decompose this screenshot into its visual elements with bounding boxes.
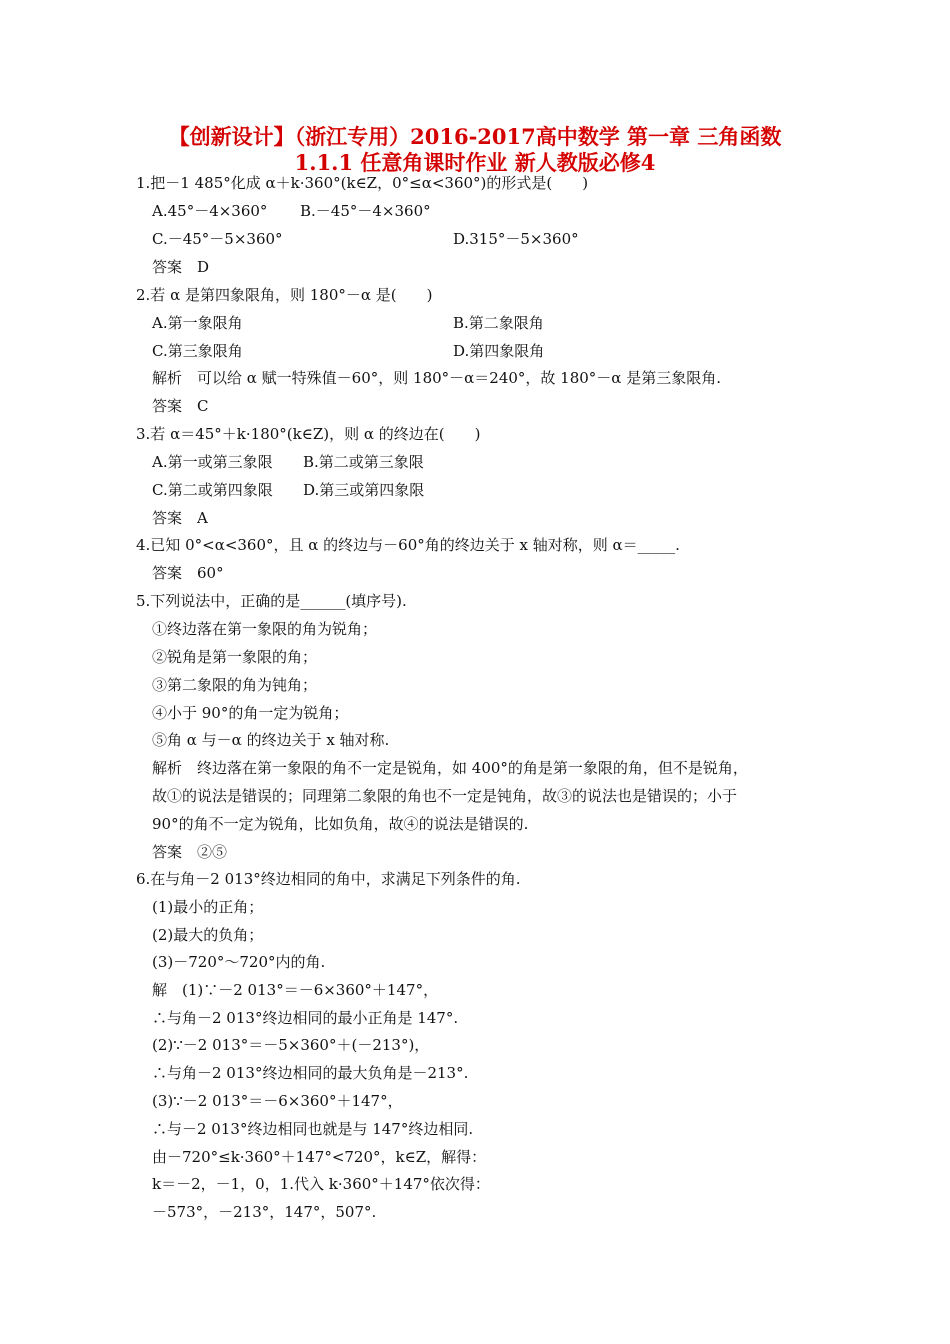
q2-analysis: 解析 可以给 α 赋一特殊值－60°，则 180°－α＝240°，故 180°－α 是第三象限角. <box>152 369 721 387</box>
q1-option-b: B.－45°－4×360° <box>300 202 431 220</box>
q6-solution-line-4: ∴与角－2 013°终边相同的最大负角是－213°. <box>152 1064 469 1082</box>
q3-stem: 3.若 α＝45°＋k·180°(k∈Z)，则 α 的终边在( ) <box>136 425 481 443</box>
q5-analysis-line-1: 解析 终边落在第一象限的角不一定是锐角，如 400°的角是第一象限的角，但不是锐角， <box>152 759 748 777</box>
q6-solution-line-5: (3)∵－2 013°＝－6×360°＋147°， <box>152 1092 403 1110</box>
q5-stem: 5.下列说法中，正确的是______(填序号). <box>136 592 407 610</box>
q1-answer: 答案 D <box>152 258 210 276</box>
q6-solution-line-1: 解 (1)∵－2 013°＝－6×360°＋147°， <box>152 981 439 999</box>
q4-stem: 4.已知 0°<α<360°，且 α 的终边与－60°角的终边关于 x 轴对称，则 α＝_____. <box>136 536 680 554</box>
q1-option-c: C.－45°－5×360° <box>152 230 283 248</box>
q5-analysis-line-2: 故①的说法是错误的；同理第二象限的角也不一定是钝角，故③的说法也是错误的；小于 <box>152 787 738 805</box>
q5-answer: 答案 ②⑤ <box>152 843 228 861</box>
q1-option-d: D.315°－5×360° <box>453 230 579 248</box>
q2-option-d: D.第四象限角 <box>453 342 545 360</box>
q2-stem: 2.若 α 是第四象限角，则 180°－α 是( ) <box>136 286 433 304</box>
q6-solution-line-9: －573°，－213°，147°，507°. <box>152 1203 377 1221</box>
q5-item-5: ⑤角 α 与－α 的终边关于 x 轴对称. <box>152 731 390 749</box>
q6-solution-line-7: 由－720°≤k·360°＋147°<720°，k∈Z，解得： <box>152 1148 487 1166</box>
q6-solution-line-8: k＝－2，－1，0，1.代入 k·360°＋147°依次得： <box>152 1175 490 1193</box>
q2-option-c: C.第三象限角 <box>152 342 243 360</box>
q5-item-2: ②锐角是第一象限的角； <box>152 648 318 666</box>
q3-option-a: A.第一或第三象限 <box>152 453 273 471</box>
q2-option-b: B.第二象限角 <box>453 314 544 332</box>
q3-answer: 答案 A <box>152 509 208 527</box>
q4-answer: 答案 60° <box>152 564 224 582</box>
q1-option-a: A.45°－4×360° <box>152 202 268 220</box>
q6-part-2: (2)最大的负角； <box>152 926 264 944</box>
q2-answer: 答案 C <box>152 397 209 415</box>
q5-item-1: ①终边落在第一象限的角为锐角； <box>152 620 378 638</box>
q2-option-a: A.第一象限角 <box>152 314 243 332</box>
q5-item-3: ③第二象限的角为钝角； <box>152 676 318 694</box>
q5-analysis-line-3: 90°的角不一定为锐角，比如负角，故④的说法是错误的. <box>152 815 529 833</box>
q3-option-b: B.第二或第三象限 <box>303 453 424 471</box>
q6-part-3: (3)－720°～720°内的角. <box>152 953 326 971</box>
q6-solution-line-3: (2)∵－2 013°＝－5×360°＋(－213°)， <box>152 1036 430 1054</box>
q5-item-4: ④小于 90°的角一定为锐角； <box>152 704 349 722</box>
q6-solution-line-2: ∴与角－2 013°终边相同的最小正角是 147°. <box>152 1009 459 1027</box>
q6-part-1: (1)最小的正角； <box>152 898 264 916</box>
q6-stem: 6.在与角－2 013°终边相同的角中，求满足下列条件的角. <box>136 870 521 888</box>
q1-stem: 1.把－1 485°化成 α＋k·360°(k∈Z，0°≤α<360°)的形式是( ) <box>136 174 589 192</box>
q3-option-d: D.第三或第四象限 <box>303 481 425 499</box>
q6-solution-line-6: ∴与－2 013°终边相同也就是与 147°终边相同. <box>152 1120 474 1138</box>
q3-option-c: C.第二或第四象限 <box>152 481 273 499</box>
document-title-line-2: 1.1.1 任意角课时作业 新人教版必修4 <box>294 150 656 175</box>
document-title-line-1: 【创新设计】（浙江专用）2016-2017高中数学 第一章 三角函数 <box>168 124 782 149</box>
